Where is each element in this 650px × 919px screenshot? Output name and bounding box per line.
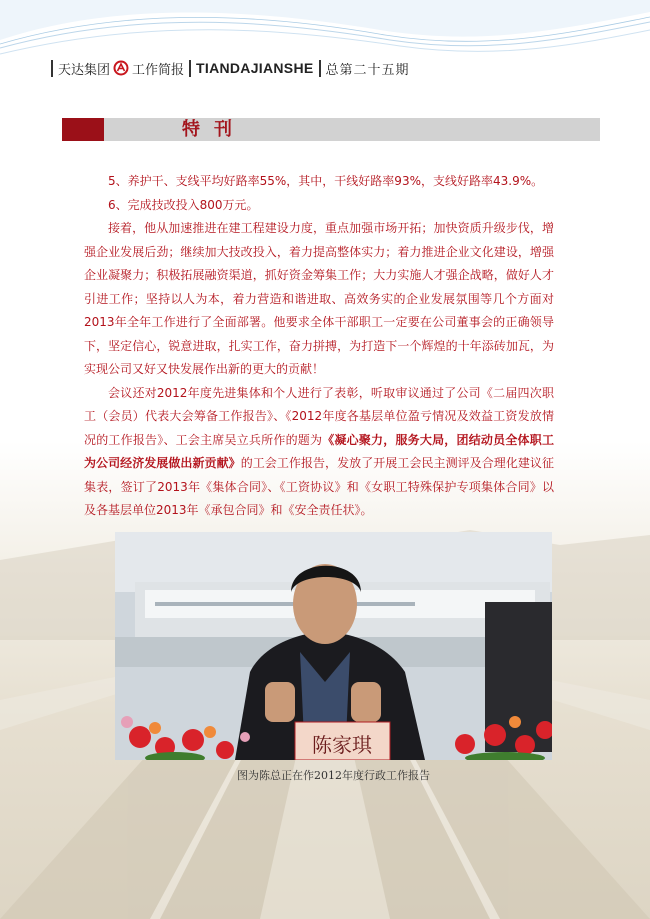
- paragraph-meeting: [84, 382, 554, 523]
- paragraph-maintenance: 5、养护干、支线平均好路率55%，其中，干线好路率93%，支线好路率43.9%。: [108, 174, 544, 188]
- photo-caption: 图为陈总正在作2012年度行政工作报告: [237, 769, 430, 782]
- nameplate-text: 陈家琪: [312, 733, 372, 757]
- meeting-text-a: 会议还对2012年度先进集体和个人进行了表彰，听取审议通过了公司《二届四次职工（会员）代表大会筹备工作报告》、《2012年度各基层单位盈亏情况及效益工资发放情况的工作报告》、工会主席吴立兵所作的题为: [84, 385, 554, 447]
- paragraph-deployment: 接着，他从加速推进在建工程建设力度，重点加强市场开拓；加快资质升级步伐，增强企业发展后劲；继续加大技改投入，着力提高整体实力；着力推进企业文化建设，增强企业凝聚力；积极拓展融资渠道，抓好资金筹集工作；大力实施人才强企战略，做好人才引进工作；坚持以人为本，着力营造和谐进取、高效务实的企业发展氛围等几个方面对2013年全年工作进行了全面部署。他要求全体干部职工一定要在公司董事会的正确领导下，坚定信心，锐意进取，扎实工作，奋力拼搏，为打造下一个辉煌的十年添砖加瓦，为实现公司又好又快发展作出新的更大的贡献！: [84, 221, 554, 376]
- paragraph-investment: 6、完成技改投入800万元。: [108, 197, 259, 212]
- section-title: 特刊: [182, 119, 246, 140]
- article-body: [84, 170, 554, 523]
- meeting-text-b: 的工会工作报告，发放了开展工会民主测评及合理化建议征集表，签订了2013年《集体合同》、《工资协议》和《女职工特殊保护专项集体合同》以及各基层单位2013年《承包合同》和《安全责任状》。: [84, 456, 554, 517]
- meeting-photo: [115, 532, 552, 760]
- report-name: 工作简报: [132, 62, 185, 78]
- issue-number: 总第二十五期: [325, 62, 410, 78]
- brand-latin: TIANDAJIANSHE: [196, 60, 314, 76]
- section-header: [62, 118, 600, 141]
- report-title-bold: 《凝心聚力，服务大局，团结动员全体职工为公司经济发展做出新贡献》: [84, 432, 554, 470]
- section-accent-block: [62, 118, 104, 141]
- header-wave: [0, 0, 650, 90]
- brand-name: 天达集团: [58, 62, 111, 78]
